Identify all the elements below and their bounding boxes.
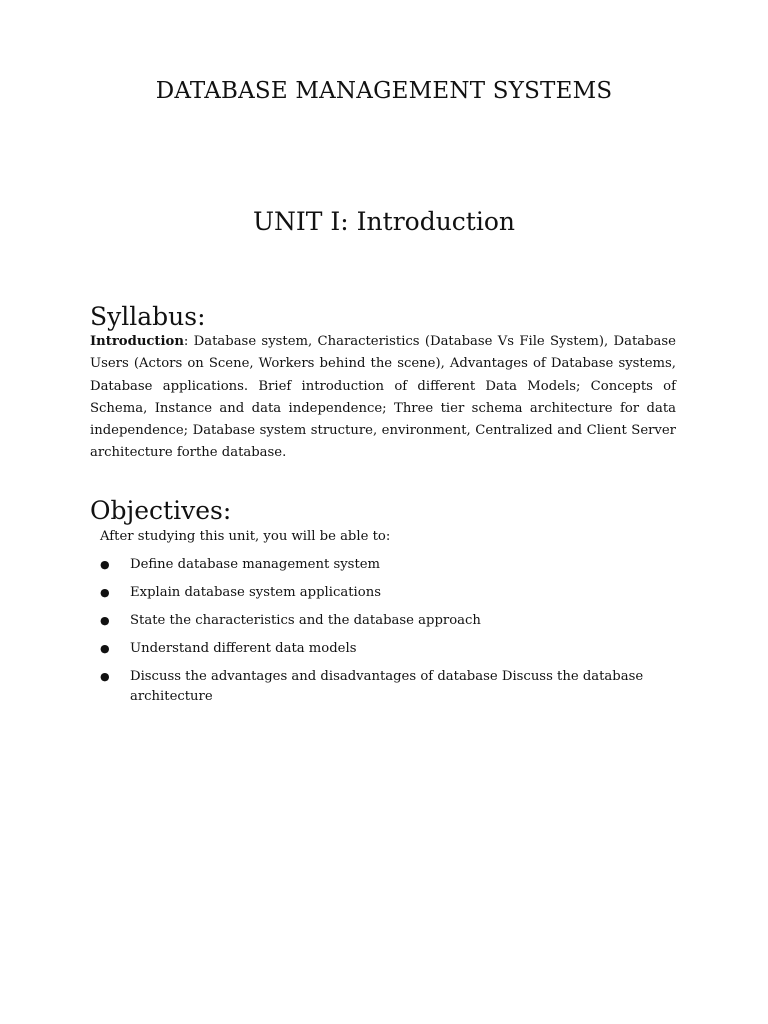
document-title: DATABASE MANAGEMENT SYSTEMS — [155, 78, 613, 104]
syllabus-paragraph — [90, 331, 676, 465]
unit-title: UNIT I: Introduction — [252, 207, 515, 236]
list-item-text: Understand different data models — [130, 641, 357, 656]
objectives-intro: After studying this unit, you will be able to: — [100, 529, 391, 544]
syllabus-body: : Database system, Characteristics (Database Vs File System), Database Users (Actors on Scene, Workers behind the scene), Advantages of Database systems, Database applications. Brief introduction of different Data Models; Concepts of Schema, Instance and data independence; Three tier schema architecture for data independence; Database system structure, environment, Centralized and Client Server architecture forthe database. — [90, 334, 676, 461]
bullet-icon: ● — [100, 670, 110, 683]
list-item — [100, 611, 660, 631]
list-item-text: Discuss the advantages and disadvantages of database Discuss the database architecture — [130, 669, 644, 704]
list-item-text: Explain database system applications — [130, 585, 381, 600]
bullet-icon: ● — [100, 642, 110, 655]
list-item — [100, 667, 660, 707]
bullet-icon: ● — [100, 614, 110, 627]
objectives-heading: Objectives: — [90, 496, 232, 525]
syllabus-heading: Syllabus: — [90, 302, 206, 331]
list-item — [100, 639, 660, 659]
objectives-list — [100, 555, 660, 715]
bullet-icon: ● — [100, 586, 110, 599]
syllabus-lead: Introduction — [90, 334, 184, 349]
list-item-text: State the characteristics and the database approach — [130, 613, 481, 628]
list-item — [100, 583, 660, 603]
list-item-text: Define database management system — [130, 557, 381, 572]
list-item — [100, 555, 660, 575]
bullet-icon: ● — [100, 558, 110, 571]
